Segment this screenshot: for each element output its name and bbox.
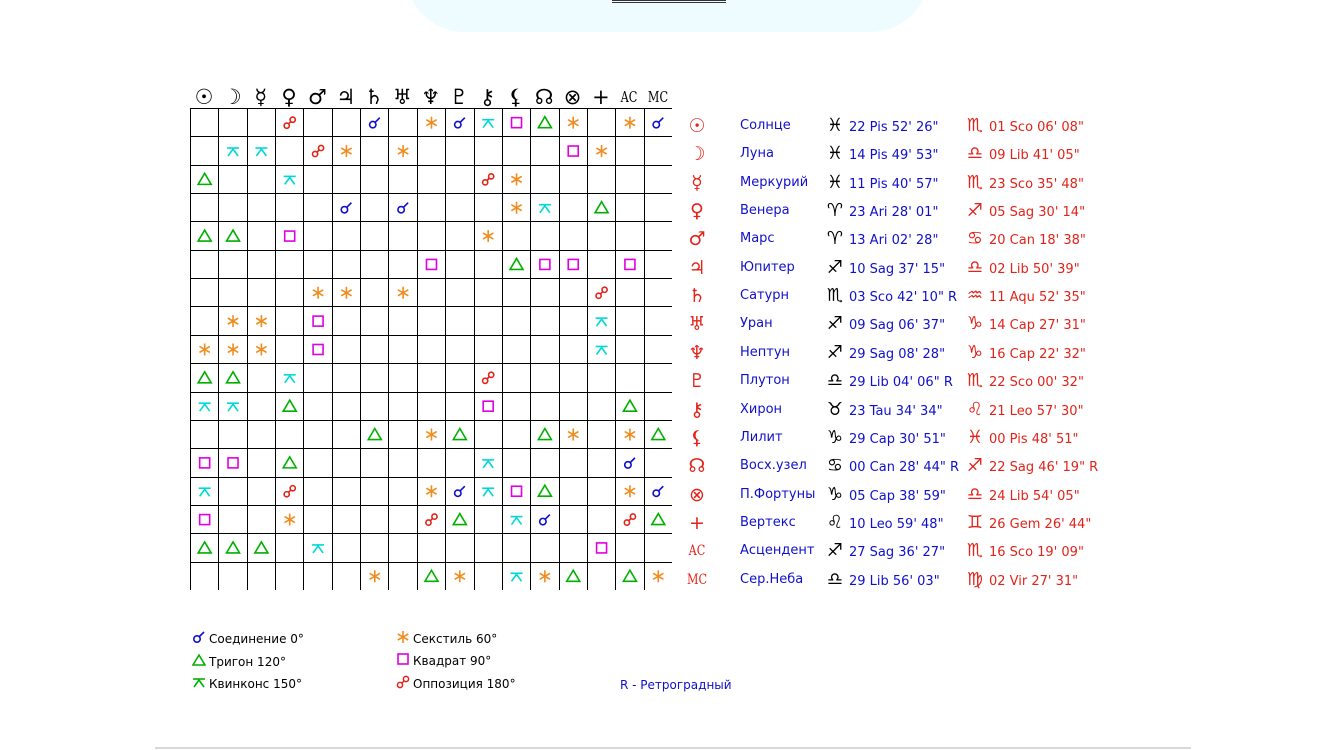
planet-pos1-14 xyxy=(826,509,944,537)
aspect-5-11 xyxy=(510,258,523,269)
legend-opposition xyxy=(396,675,516,693)
aspect-10-1 xyxy=(227,403,239,411)
aspect-7-2 xyxy=(256,315,266,327)
aspect-1-14 xyxy=(596,145,606,157)
aspect-1-13 xyxy=(568,146,578,156)
aspect-8-1 xyxy=(228,343,238,355)
aspect-5-12 xyxy=(540,259,550,269)
position-text: 27 Sag 36' 27" xyxy=(849,545,946,561)
aspect-16-12 xyxy=(540,570,550,582)
column-header-0: ☉ xyxy=(194,85,214,109)
aspect-12-3 xyxy=(283,457,296,468)
planet-name-4: Марс xyxy=(740,231,775,247)
zodiac-sign-icon: ♑ xyxy=(966,313,984,335)
aspect-14-8 xyxy=(426,514,437,525)
aspect-8-0 xyxy=(199,343,209,355)
aspect-14-0 xyxy=(200,515,210,525)
planet-name-9: Плутон xyxy=(740,373,790,389)
aspect-0-12 xyxy=(538,117,551,128)
aspect-7-1 xyxy=(228,315,238,327)
aspect-13-10 xyxy=(482,488,494,496)
row-symbol-1: ☽ xyxy=(688,143,706,166)
aspect-1-2 xyxy=(255,148,267,156)
planet-name-14: Вертекс xyxy=(740,514,796,530)
row-symbol-3: ♀ xyxy=(690,200,704,223)
aspect-11-8 xyxy=(426,429,436,441)
planet-pos2-11 xyxy=(966,424,1079,452)
position-text: 24 Lib 54' 05" xyxy=(989,488,1080,504)
zodiac-sign-icon: ♓ xyxy=(966,426,984,448)
aspect-5-13 xyxy=(568,259,578,269)
planet-pos1-6 xyxy=(826,282,957,310)
aspect-7-14 xyxy=(596,318,608,326)
zodiac-sign-icon: ♍ xyxy=(966,568,984,590)
planet-pos2-0 xyxy=(966,112,1084,140)
aspect-4-10 xyxy=(483,230,493,242)
planet-pos1-2 xyxy=(826,169,939,197)
aspect-3-12 xyxy=(539,205,551,213)
planet-pos2-1 xyxy=(966,140,1080,168)
planet-name-6: Сатурн xyxy=(740,288,790,304)
square-icon xyxy=(396,652,410,671)
position-text: 16 Cap 22' 32" xyxy=(989,346,1086,362)
aspect-11-15 xyxy=(625,429,635,441)
planet-pos2-4 xyxy=(966,225,1086,253)
aspect-16-15 xyxy=(623,570,636,581)
legend-conjunction-label: Соединение 0° xyxy=(209,632,304,646)
aspect-13-0 xyxy=(199,488,211,496)
legend-trine xyxy=(192,653,286,671)
position-text: 14 Pis 49' 53" xyxy=(849,148,939,164)
aspect-13-11 xyxy=(512,486,522,496)
position-text: 29 Cap 30' 51" xyxy=(849,431,946,447)
aspect-9-3 xyxy=(284,375,296,383)
position-text: 11 Pis 40' 57" xyxy=(849,176,939,192)
legend-quincunx xyxy=(192,675,302,693)
zodiac-sign-icon: ♐ xyxy=(826,540,844,562)
zodiac-sign-icon: ♑ xyxy=(826,483,844,505)
position-text: 00 Pis 48' 51" xyxy=(989,431,1079,447)
sextile-icon xyxy=(396,630,410,649)
aspect-9-0 xyxy=(198,372,211,383)
aspect-8-2 xyxy=(256,343,266,355)
legend-sextile xyxy=(396,630,497,648)
legend-opposition-label: Оппозиция 180° xyxy=(413,677,516,691)
position-text: 09 Lib 41' 05" xyxy=(989,148,1080,164)
aspect-10-3 xyxy=(283,400,296,411)
zodiac-sign-icon: ♏ xyxy=(826,285,844,307)
quincunx-icon xyxy=(192,675,206,694)
aspect-11-9 xyxy=(453,429,466,440)
planet-name-15: Асцендент xyxy=(740,543,815,559)
position-text: 11 Aqu 52' 35" xyxy=(989,290,1086,306)
planet-pos1-5 xyxy=(826,254,945,282)
aspect-5-8 xyxy=(426,259,436,269)
aspect-15-14 xyxy=(597,543,607,553)
planet-name-7: Уран xyxy=(740,316,773,332)
aspect-14-11 xyxy=(511,517,523,525)
aspect-2-3 xyxy=(284,176,296,184)
position-text: 14 Cap 27' 31" xyxy=(989,318,1086,334)
aspect-13-12 xyxy=(538,485,551,496)
planet-name-8: Нептун xyxy=(740,344,791,360)
planet-pos1-9 xyxy=(826,367,953,395)
aspect-14-3 xyxy=(285,514,295,526)
aspect-7-4 xyxy=(313,316,323,326)
aspect-15-4 xyxy=(312,545,324,553)
zodiac-sign-icon: ♑ xyxy=(966,341,984,363)
aspect-0-15 xyxy=(625,117,635,129)
row-symbol-9: ♇ xyxy=(688,370,706,393)
zodiac-sign-icon: ♎ xyxy=(826,370,844,392)
position-text: 26 Gem 26' 44" xyxy=(989,516,1092,532)
aspect-1-7 xyxy=(398,145,408,157)
zodiac-sign-icon: ♉ xyxy=(826,398,844,420)
zodiac-sign-icon: ♏ xyxy=(966,370,984,392)
conjunction-icon xyxy=(192,630,206,649)
zodiac-sign-icon: ♐ xyxy=(966,455,984,477)
aspect-16-13 xyxy=(567,570,580,581)
aspect-11-12 xyxy=(538,429,551,440)
column-header-2: ☿ xyxy=(254,85,268,109)
position-text: 20 Can 18' 38" xyxy=(989,233,1086,249)
aspect-3-5 xyxy=(341,203,351,213)
aspect-13-8 xyxy=(426,485,436,497)
zodiac-sign-icon: ♎ xyxy=(966,483,984,505)
planet-pos1-8 xyxy=(826,339,945,367)
zodiac-sign-icon: ♓ xyxy=(826,143,844,165)
planet-pos1-13 xyxy=(826,481,946,509)
planet-name-13: П.Фортуны xyxy=(740,486,816,502)
column-header-1: ☽ xyxy=(222,85,242,109)
zodiac-sign-icon: ♐ xyxy=(826,313,844,335)
planet-pos1-16 xyxy=(826,566,940,594)
planet-pos2-2 xyxy=(966,169,1084,197)
position-text: 09 Sag 06' 37" xyxy=(849,318,946,334)
zodiac-sign-icon: ♎ xyxy=(966,143,984,165)
aspect-8-4 xyxy=(313,344,323,354)
planet-pos1-4 xyxy=(826,225,938,253)
aspect-12-1 xyxy=(228,458,238,468)
aspect-16-8 xyxy=(425,570,438,581)
aspect-14-12 xyxy=(540,515,550,525)
aspect-2-11 xyxy=(511,173,521,185)
aspect-4-0 xyxy=(198,230,211,241)
planet-pos1-10 xyxy=(826,396,943,424)
column-header-13: ⊗ xyxy=(563,85,582,109)
zodiac-sign-icon: ♊ xyxy=(966,511,984,533)
planet-pos1-3 xyxy=(826,197,938,225)
planet-pos2-6 xyxy=(966,282,1086,310)
column-header-8: ♆ xyxy=(421,85,441,109)
planet-name-3: Венера xyxy=(740,203,790,219)
aspect-1-5 xyxy=(341,145,351,157)
aspect-10-10 xyxy=(483,401,493,411)
position-text: 00 Can 28' 44" R xyxy=(849,460,960,476)
planet-name-16: Сер.Неба xyxy=(740,571,804,587)
legend-quincunx-label: Квинконс 150° xyxy=(209,677,302,691)
planet-pos2-3 xyxy=(966,197,1085,225)
zodiac-sign-icon: ♎ xyxy=(826,568,844,590)
row-symbol-7: ♅ xyxy=(688,313,706,336)
row-symbol-16: MC xyxy=(686,571,708,588)
position-text: 29 Sag 08' 28" xyxy=(849,346,946,362)
aspect-16-6 xyxy=(370,570,380,582)
planet-name-10: Хирон xyxy=(740,401,783,417)
row-symbol-13: ⊗ xyxy=(689,483,705,506)
aspect-0-9 xyxy=(455,118,465,128)
legend-square-label: Квадрат 90° xyxy=(413,654,492,668)
column-header-11: ⚸ xyxy=(508,85,524,109)
zodiac-sign-icon: ♌ xyxy=(826,511,844,533)
aspect-10-0 xyxy=(199,403,211,411)
legend-sextile-label: Секстиль 60° xyxy=(413,632,498,646)
planet-pos2-5 xyxy=(966,254,1080,282)
legend-conjunction xyxy=(192,630,304,648)
aspect-0-16 xyxy=(653,118,663,128)
position-text: 02 Lib 50' 39" xyxy=(989,261,1080,277)
row-symbol-8: ♆ xyxy=(688,341,706,364)
column-header-12: ☊ xyxy=(534,85,554,109)
column-header-9: ♇ xyxy=(449,85,469,109)
planet-name-2: Меркурий xyxy=(740,174,809,190)
position-text: 23 Tau 34' 34" xyxy=(849,403,943,419)
retrograde-note: R - Ретроградный xyxy=(620,678,732,692)
position-text: 21 Leo 57' 30" xyxy=(989,403,1084,419)
zodiac-sign-icon: ♌ xyxy=(966,398,984,420)
row-symbol-6: ♄ xyxy=(688,285,706,308)
row-symbol-12: ☊ xyxy=(688,455,706,478)
aspect-16-16 xyxy=(653,570,663,582)
aspect-0-13 xyxy=(568,117,578,129)
aspect-14-9 xyxy=(453,514,466,525)
header-decoration xyxy=(405,0,930,32)
zodiac-sign-icon: ♏ xyxy=(966,171,984,193)
row-symbol-4: ♂ xyxy=(688,228,706,251)
zodiac-sign-icon: ♐ xyxy=(826,256,844,278)
position-text: 03 Sco 42' 10" R xyxy=(849,290,958,306)
column-header-5: ♃ xyxy=(336,85,356,109)
header-underline xyxy=(612,0,726,3)
aspect-15-2 xyxy=(255,542,268,553)
planet-pos1-11 xyxy=(826,424,946,452)
aspect-11-13 xyxy=(568,429,578,441)
planet-pos2-10 xyxy=(966,396,1084,424)
aspect-0-11 xyxy=(512,118,522,128)
zodiac-sign-icon: ♎ xyxy=(966,256,984,278)
position-text: 16 Sco 19' 09" xyxy=(989,545,1084,561)
zodiac-sign-icon: ♈ xyxy=(826,200,844,222)
position-text: 02 Vir 27' 31" xyxy=(989,573,1079,589)
aspect-13-15 xyxy=(625,485,635,497)
planet-pos1-1 xyxy=(826,140,939,168)
aspect-12-15 xyxy=(625,458,635,468)
aspect-14-15 xyxy=(624,514,635,525)
row-symbol-14: + xyxy=(689,511,705,534)
aspect-10-15 xyxy=(623,400,636,411)
row-symbol-5: ♃ xyxy=(688,256,706,279)
aspect-9-10 xyxy=(483,372,494,383)
position-text: 22 Sag 46' 19" R xyxy=(989,460,1099,476)
legend-trine-label: Тригон 120° xyxy=(209,655,286,669)
zodiac-sign-icon: ♑ xyxy=(826,426,844,448)
planet-pos2-13 xyxy=(966,481,1080,509)
aspect-2-0 xyxy=(198,173,211,184)
zodiac-sign-icon: ♐ xyxy=(826,341,844,363)
aspect-11-6 xyxy=(368,429,381,440)
aspect-16-9 xyxy=(455,570,465,582)
aspect-0-3 xyxy=(284,117,295,128)
planet-name-12: Восх.узел xyxy=(740,458,807,474)
zodiac-sign-icon: ♓ xyxy=(826,171,844,193)
zodiac-sign-icon: ♋ xyxy=(826,455,844,477)
zodiac-sign-icon: ♋ xyxy=(966,228,984,250)
aspect-9-1 xyxy=(227,372,240,383)
position-text: 23 Sco 35' 48" xyxy=(989,176,1084,192)
column-header-4: ♂ xyxy=(307,85,327,109)
position-text: 23 Ari 28' 01" xyxy=(849,205,939,221)
position-text: 29 Lib 56' 03" xyxy=(849,573,940,589)
planet-pos2-7 xyxy=(966,310,1086,338)
position-text: 10 Leo 59' 48" xyxy=(849,516,944,532)
column-header-3: ♀ xyxy=(281,85,297,109)
planet-pos1-0 xyxy=(826,112,939,140)
planet-name-0: Солнце xyxy=(740,118,791,133)
row-symbol-10: ⚷ xyxy=(690,398,704,421)
planet-pos2-15 xyxy=(966,537,1084,565)
planet-name-11: Лилит xyxy=(740,429,783,445)
aspect-0-6 xyxy=(370,118,380,128)
planet-pos2-16 xyxy=(966,566,1078,594)
planet-name-5: Юпитер xyxy=(740,259,795,275)
zodiac-sign-icon: ♏ xyxy=(966,540,984,562)
aspect-6-7 xyxy=(398,287,408,299)
aspect-12-0 xyxy=(200,458,210,468)
position-text: 22 Pis 52' 26" xyxy=(849,120,939,135)
zodiac-sign-icon: ♈ xyxy=(826,228,844,250)
planet-pos1-15 xyxy=(826,537,945,565)
planet-pos1-12 xyxy=(826,452,959,480)
aspect-15-1 xyxy=(227,542,240,553)
zodiac-sign-icon: ♓ xyxy=(826,115,844,136)
legend-square xyxy=(396,652,491,670)
aspect-3-7 xyxy=(398,203,408,213)
planet-pos2-8 xyxy=(966,339,1086,367)
row-symbol-15: AC xyxy=(688,543,706,560)
column-header-14: + xyxy=(592,85,610,109)
column-header-6: ♄ xyxy=(364,85,384,109)
row-symbol-2: ☿ xyxy=(691,171,703,194)
aspect-16-11 xyxy=(511,573,523,581)
column-header-10: ⚷ xyxy=(479,85,496,109)
column-header-7: ♅ xyxy=(393,85,412,109)
row-symbol-0: ☉ xyxy=(688,115,706,137)
planet-pos2-14 xyxy=(966,509,1091,537)
column-header-16: MC xyxy=(647,88,668,106)
aspect-1-4 xyxy=(312,145,323,156)
position-text: 22 Sco 00' 32" xyxy=(989,375,1084,391)
opposition-icon xyxy=(396,675,410,694)
aspect-0-8 xyxy=(426,117,436,129)
aspect-13-3 xyxy=(284,486,295,497)
aspect-4-3 xyxy=(285,231,295,241)
planet-pos2-12 xyxy=(966,452,1098,480)
aspect-1-1 xyxy=(227,148,239,156)
aspect-6-4 xyxy=(313,287,323,299)
aspect-4-1 xyxy=(227,230,240,241)
row-symbol-11: ⚸ xyxy=(690,426,704,449)
aspect-6-14 xyxy=(596,287,607,298)
column-header-15: AC xyxy=(620,88,638,106)
position-text: 05 Cap 38' 59" xyxy=(849,488,946,504)
aspect-2-10 xyxy=(483,174,494,185)
aspect-grid xyxy=(190,108,672,590)
planet-pos1-7 xyxy=(826,310,945,338)
planet-pos2-9 xyxy=(966,367,1084,395)
footer-divider xyxy=(155,747,1191,749)
aspect-13-9 xyxy=(455,486,465,496)
position-text: 10 Sag 37' 15" xyxy=(849,261,946,277)
position-text: 29 Lib 04' 06" R xyxy=(849,375,953,391)
aspect-3-11 xyxy=(511,202,521,214)
aspect-13-16 xyxy=(653,486,663,496)
trine-icon xyxy=(192,653,206,672)
aspect-6-5 xyxy=(341,287,351,299)
position-text: 13 Ari 02' 28" xyxy=(849,233,939,249)
position-text: 05 Sag 30' 14" xyxy=(989,205,1086,221)
aspect-11-16 xyxy=(652,429,665,440)
aspect-8-14 xyxy=(596,346,608,354)
aspect-14-16 xyxy=(652,514,665,525)
zodiac-sign-icon: ♐ xyxy=(966,200,984,222)
aspect-3-14 xyxy=(595,202,608,213)
planet-name-1: Луна xyxy=(740,146,774,162)
aspect-0-10 xyxy=(482,120,494,128)
zodiac-sign-icon: ♏ xyxy=(966,115,984,136)
position-text: 01 Sco 06' 08" xyxy=(989,120,1084,135)
aspect-5-15 xyxy=(625,259,635,269)
aspect-12-10 xyxy=(482,460,494,468)
aspect-15-0 xyxy=(198,542,211,553)
zodiac-sign-icon: ♒ xyxy=(966,285,984,307)
